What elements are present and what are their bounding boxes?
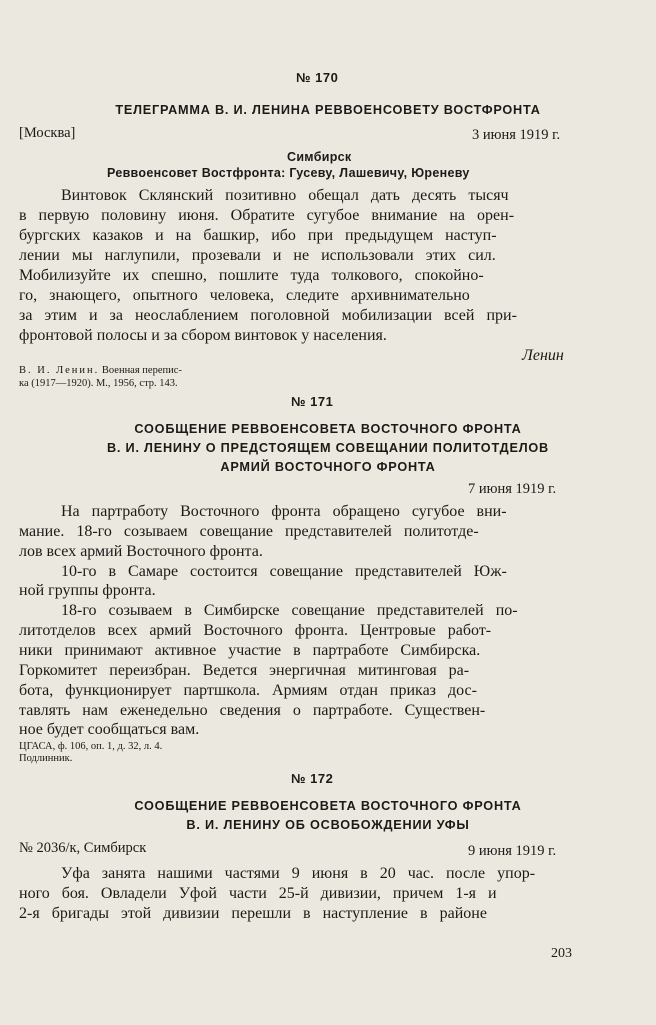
body-line: ники принимают активное участие в партработе Симбирска. (19, 642, 481, 659)
body-line: бота, функционирует партшкола. Армиям отдан приказ дос- (19, 682, 477, 699)
doc-172-title-line: В. И. ЛЕНИНУ ОБ ОСВОБОЖДЕНИИ УФЫ (186, 817, 470, 832)
doc-170-title: ТЕЛЕГРАММА В. И. ЛЕНИНА РЕВВОЕНСОВЕТУ ВОСТФРОНТА (115, 102, 541, 117)
body-line: ного боя. Овладели Уфой части 25-й дивизии, причем 1-я и (19, 885, 497, 902)
doc-170-source (19, 364, 182, 377)
body-line: Винтовок Склянский позитивно обещал дать десять тысяч (61, 187, 509, 204)
page-number: 203 (551, 946, 572, 961)
body-line: Уфа занята нашими частями 9 июня в 20 час. после упор- (61, 865, 536, 882)
doc-171-title-line: СООБЩЕНИЕ РЕВВОЕНСОВЕТА ВОСТОЧНОГО ФРОНТА (134, 421, 522, 436)
doc-172-title-line: СООБЩЕНИЕ РЕВВОЕНСОВЕТА ВОСТОЧНОГО ФРОНТА (134, 798, 522, 813)
body-line: Горкомитет переизбран. Ведется энергичная митинговая ра- (19, 662, 470, 679)
doc-170-signature: Ленин (522, 347, 564, 364)
doc-170-address-city: Симбирск (287, 150, 352, 164)
body-line: лов всех армий Восточного фронта. (19, 543, 263, 560)
source-title: Военная перепис- (99, 365, 182, 376)
body-line: го, знающего, опытного человека, следите архивнимательно (19, 287, 470, 304)
body-line: Мобилизуйте их спешно, пошлите туда толкового, спокойно- (19, 267, 484, 284)
doc-171-title-line: В. И. ЛЕНИНУ О ПРЕДСТОЯЩЕМ СОВЕЩАНИИ ПОЛИТОТДЕЛОВ (106, 440, 549, 455)
body-line: фронтовой полосы и за сбором винтовок у населения. (19, 327, 387, 344)
doc-171-source-line-2: Подлинник. (19, 753, 73, 764)
body-line: ной группы фронта. (19, 582, 156, 599)
body-line: 18-го созываем в Симбирске совещание представителей по- (61, 602, 518, 619)
doc-170-number: № 170 (296, 70, 339, 85)
body-line: лении мы наглупили, прозевали и не использовали этих сил. (19, 247, 496, 264)
doc-171-date: 7 июня 1919 г. (468, 481, 557, 497)
body-line: 10-го в Самаре состоится совещание представителей Юж- (61, 563, 507, 580)
body-line: тавлять нам еженедельно сведения о партработе. Существен- (19, 702, 486, 719)
body-line: за этим и за неослаблением поголовной мобилизации всей при- (19, 307, 517, 324)
body-line: бургских казаков и на башкир, ибо при предыдущем наступ- (19, 227, 497, 244)
doc-171-source: ЦГАСА, ф. 106, оп. 1, д. 32, л. 4. (19, 741, 163, 752)
doc-171-title-line: АРМИЙ ВОСТОЧНОГО ФРОНТА (220, 459, 436, 474)
doc-170-source-line-2: ка (1917—1920). М., 1956, стр. 143. (19, 378, 178, 389)
doc-172-number: № 172 (291, 771, 334, 786)
body-line: литотделов всех армий Восточного фронта. Центровые работ- (19, 622, 492, 639)
doc-171-number: № 171 (291, 394, 334, 409)
body-line: ное будет сообщаться вам. (19, 721, 200, 738)
body-line: На партработу Восточного фронта обращено сугубое вни- (61, 503, 507, 520)
doc-170-place: [Москва] (19, 125, 76, 141)
doc-172-reference: № 2036/к, Симбирск (19, 840, 147, 856)
doc-170-date: 3 июня 1919 г. (472, 127, 561, 143)
source-author: В. И. Ленин. (19, 365, 100, 376)
doc-170-address-recipients: Реввоенсовет Востфронта: Гусеву, Лашевичу, Юреневу (107, 166, 470, 180)
body-line: 2-я бригады этой дивизии перешли в наступление в районе (19, 905, 487, 922)
doc-172-date: 9 июня 1919 г. (468, 843, 557, 859)
body-line: в первую половину июня. Обратите сугубое внимание на орен- (19, 207, 515, 224)
body-line: мание. 18-го созываем совещание представителей политотде- (19, 523, 479, 540)
